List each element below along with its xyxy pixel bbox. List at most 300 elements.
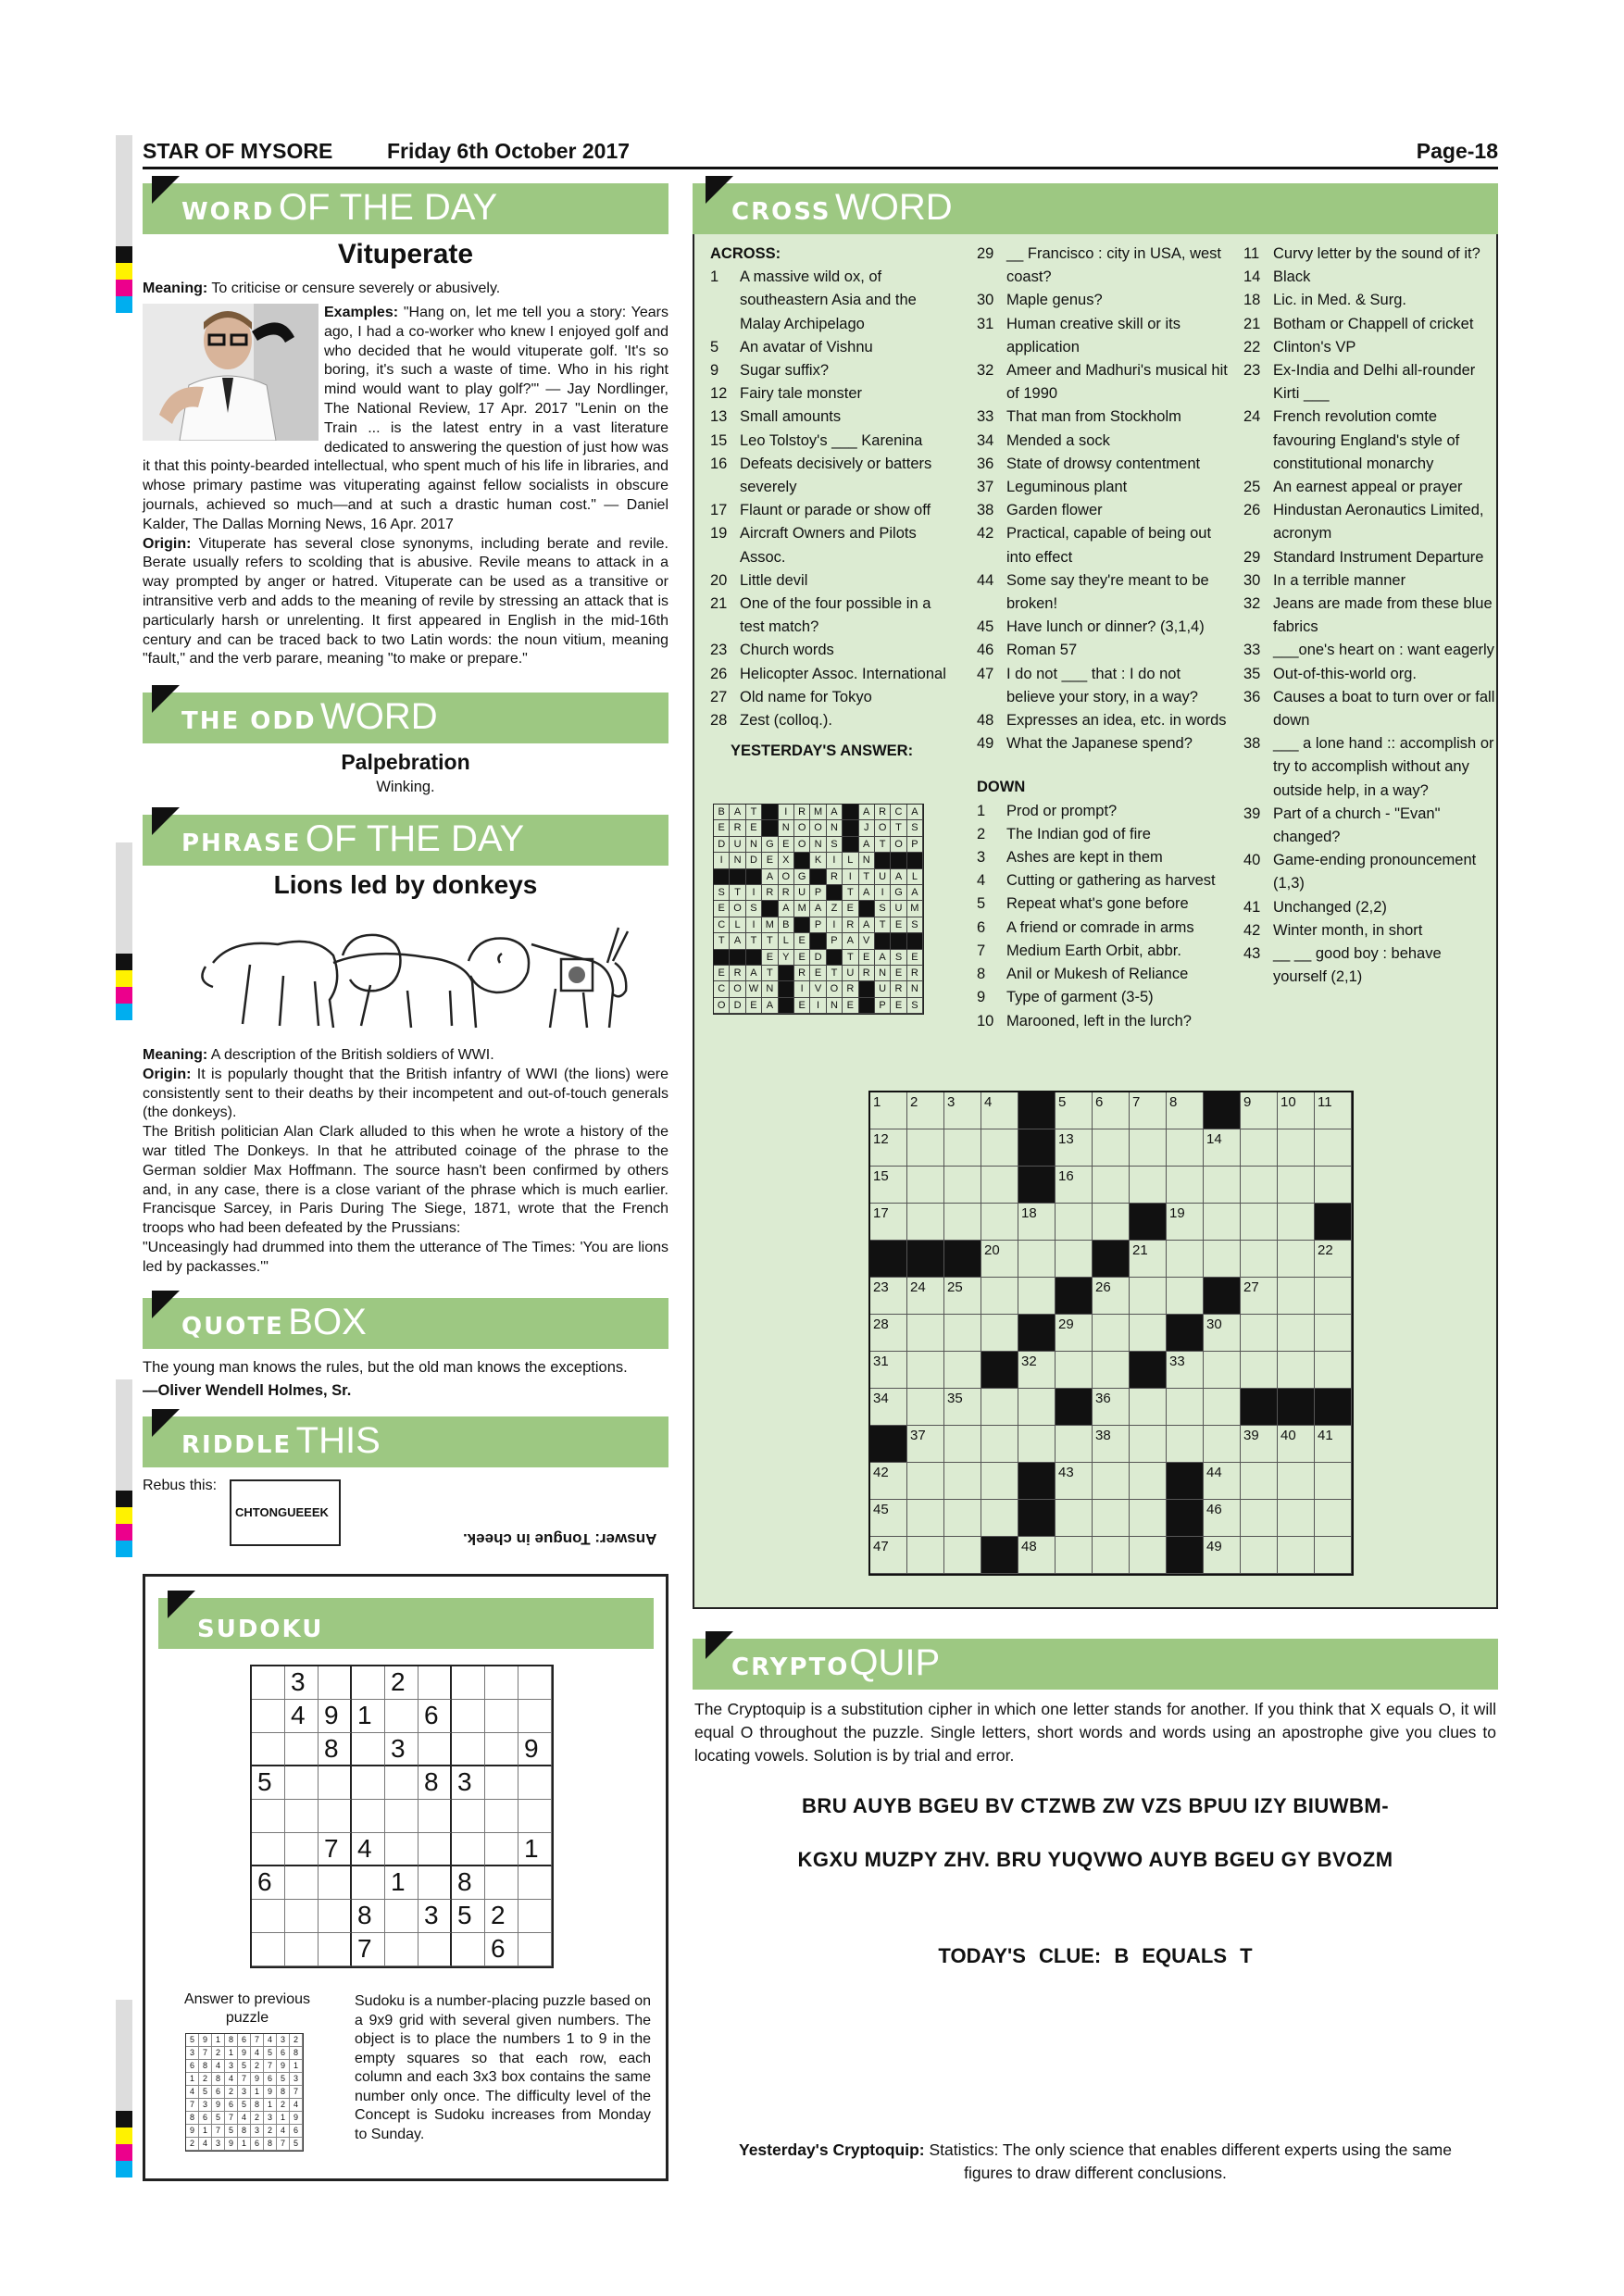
- crossword-cell[interactable]: [1315, 1167, 1352, 1204]
- crossword-cell[interactable]: [1018, 1537, 1056, 1574]
- sudoku-cell[interactable]: 9: [319, 1700, 352, 1733]
- sudoku-cell[interactable]: [518, 1700, 552, 1733]
- crossword-cell[interactable]: [1093, 1463, 1130, 1500]
- clue-text: Lic. in Med. & Surg.: [1273, 292, 1406, 309]
- crossword-cell[interactable]: [1093, 1278, 1130, 1315]
- clue-number: 42: [1243, 921, 1261, 939]
- crossword-cell[interactable]: [1056, 1204, 1093, 1241]
- crossword-cell[interactable]: [1204, 1426, 1241, 1463]
- crossword-cell[interactable]: [981, 1500, 1018, 1537]
- crossword-cell[interactable]: [870, 1537, 907, 1574]
- crossword-cell[interactable]: [1167, 1241, 1204, 1278]
- rebus-text: CHTONGUEEEK: [235, 1505, 329, 1519]
- crossword-cell[interactable]: [981, 1129, 1018, 1167]
- crossword-cell[interactable]: [1315, 1241, 1352, 1278]
- sudoku-cell[interactable]: [518, 1933, 552, 1966]
- crossword-cell[interactable]: [1167, 1426, 1204, 1463]
- crossword-cell[interactable]: [1093, 1204, 1130, 1241]
- crossword-cell[interactable]: [1056, 1426, 1093, 1463]
- clue-item: [1243, 499, 1495, 545]
- crossword-cell-number: 24: [910, 1279, 926, 1295]
- crossword-cell[interactable]: [907, 1426, 944, 1463]
- crossword-cell[interactable]: [1093, 1129, 1130, 1167]
- crossword-cell[interactable]: [981, 1278, 1018, 1315]
- crossword-cell[interactable]: [944, 1204, 981, 1241]
- crossword-cell[interactable]: [1315, 1278, 1352, 1315]
- sudoku-cell[interactable]: [252, 1800, 285, 1833]
- clue-number: 30: [1243, 571, 1261, 589]
- crossword-cell[interactable]: [1167, 1352, 1204, 1389]
- crossword-cell[interactable]: [1204, 1167, 1241, 1204]
- answer-letter: U: [843, 966, 858, 981]
- clue-text: Sugar suffix?: [740, 362, 830, 380]
- answer-letter: L: [779, 933, 794, 949]
- crossword-cell[interactable]: [1056, 1241, 1093, 1278]
- crossword-cell[interactable]: [981, 1463, 1018, 1500]
- crossword-cell[interactable]: [1278, 1278, 1315, 1315]
- crossword-block: [1167, 1500, 1204, 1537]
- sudoku-cell[interactable]: [485, 1700, 518, 1733]
- crossword-cell[interactable]: [1241, 1463, 1278, 1500]
- sudoku-cell[interactable]: [385, 1766, 418, 1800]
- answer-letter: E: [907, 950, 923, 966]
- clue-text: Maple genus?: [1006, 292, 1103, 309]
- crossword-bar: CROSS WORD: [693, 183, 1498, 234]
- crossword-cell[interactable]: [1278, 1500, 1315, 1537]
- sudoku-cell[interactable]: 2: [385, 1666, 418, 1700]
- crossword-cell[interactable]: [1278, 1426, 1315, 1463]
- sudoku-cell[interactable]: [518, 1900, 552, 1933]
- crossword-cell[interactable]: [907, 1167, 944, 1204]
- crossword-cell[interactable]: [1130, 1241, 1167, 1278]
- sudoku-cell[interactable]: [518, 1866, 552, 1900]
- answer-block: [875, 853, 891, 868]
- crossword-cell[interactable]: [1278, 1463, 1315, 1500]
- sudoku-cell[interactable]: 1: [518, 1833, 552, 1866]
- sudoku-cell[interactable]: [352, 1733, 385, 1766]
- clue-number: 26: [1243, 502, 1261, 519]
- crossword-cell[interactable]: [944, 1500, 981, 1537]
- crossword-cell[interactable]: [870, 1092, 907, 1129]
- answer-letter: A: [730, 805, 745, 820]
- sudoku-cell[interactable]: [285, 1833, 319, 1866]
- crossword-cell-number: 4: [984, 1094, 993, 1110]
- clue-item: [1243, 639, 1495, 662]
- crossword-cell-number: 40: [1280, 1428, 1296, 1443]
- crossword-cell[interactable]: [870, 1315, 907, 1352]
- sudoku-cell[interactable]: [418, 1833, 452, 1866]
- crossword-cell[interactable]: [944, 1537, 981, 1574]
- sudoku-cell[interactable]: 8: [352, 1900, 385, 1933]
- crossword-cell[interactable]: [944, 1389, 981, 1426]
- clue-text: Type of garment (3-5): [1006, 989, 1154, 1006]
- sudoku-cell[interactable]: 3: [385, 1733, 418, 1766]
- crossword-cell[interactable]: [907, 1352, 944, 1389]
- sudoku-cell[interactable]: 3: [418, 1900, 452, 1933]
- crossword-cell[interactable]: [1278, 1204, 1315, 1241]
- crossword-cell[interactable]: [1130, 1537, 1167, 1574]
- crossword-cell[interactable]: [1130, 1167, 1167, 1204]
- crossword-cell[interactable]: [1018, 1352, 1056, 1389]
- crossword-cell[interactable]: [1278, 1537, 1315, 1574]
- sudoku-cell[interactable]: 2: [485, 1900, 518, 1933]
- crossword-cell[interactable]: [1278, 1241, 1315, 1278]
- sudoku-cell[interactable]: [518, 1666, 552, 1700]
- sudoku-cell[interactable]: 5: [452, 1900, 485, 1933]
- answer-letter: Z: [827, 901, 843, 917]
- crossword-cell[interactable]: [870, 1352, 907, 1389]
- sudoku-answer-cell: 9: [199, 2034, 212, 2047]
- crossword-cell[interactable]: [1130, 1389, 1167, 1426]
- sudoku-cell[interactable]: 8: [452, 1866, 485, 1900]
- crossword-cell[interactable]: [870, 1389, 907, 1426]
- crossword-cell[interactable]: [944, 1463, 981, 1500]
- crossword-cell[interactable]: [981, 1204, 1018, 1241]
- sudoku-cell[interactable]: [385, 1700, 418, 1733]
- sudoku-answer-cell: 6: [251, 2138, 264, 2151]
- crossword-cell[interactable]: [870, 1500, 907, 1537]
- sudoku-cell[interactable]: [252, 1900, 285, 1933]
- sudoku-cell[interactable]: [319, 1933, 352, 1966]
- crossword-cell[interactable]: [1204, 1315, 1241, 1352]
- crossword-cell[interactable]: [981, 1167, 1018, 1204]
- crossword-cell[interactable]: [1241, 1241, 1278, 1278]
- crossword-cell[interactable]: [1130, 1278, 1167, 1315]
- crossword-cell[interactable]: [907, 1389, 944, 1426]
- sudoku-answer-cell: 7: [225, 2112, 238, 2125]
- sudoku-cell[interactable]: [319, 1866, 352, 1900]
- crossword-cell[interactable]: [1167, 1278, 1204, 1315]
- page-number: Page-18: [1416, 139, 1498, 163]
- crossword-cell[interactable]: [1056, 1167, 1093, 1204]
- crossword-cell[interactable]: [1130, 1500, 1167, 1537]
- sudoku-cell[interactable]: [485, 1866, 518, 1900]
- crossword-cell[interactable]: [1093, 1167, 1130, 1204]
- crossword-cell[interactable]: [1056, 1092, 1093, 1129]
- crossword-cell[interactable]: [1241, 1352, 1278, 1389]
- crossword-cell[interactable]: [907, 1537, 944, 1574]
- sudoku-cell[interactable]: [485, 1766, 518, 1800]
- answer-letter: A: [859, 885, 875, 901]
- sudoku-cell[interactable]: [452, 1666, 485, 1700]
- crossword-cell[interactable]: [1241, 1426, 1278, 1463]
- sudoku-cell[interactable]: [285, 1900, 319, 1933]
- sudoku-cell[interactable]: [252, 1833, 285, 1866]
- crossword-cell[interactable]: [1241, 1500, 1278, 1537]
- sudoku-cell[interactable]: 7: [352, 1933, 385, 1966]
- sudoku-cell[interactable]: [385, 1933, 418, 1966]
- clue-number: 3: [977, 849, 986, 867]
- sudoku-cell[interactable]: [518, 1800, 552, 1833]
- clue-text: Causes a boat to turn over or fall down: [1273, 688, 1495, 730]
- clue-item: [977, 663, 1229, 709]
- crossword-cell[interactable]: [1018, 1204, 1056, 1241]
- crossword-cell[interactable]: [1241, 1315, 1278, 1352]
- crossword-cell[interactable]: [870, 1204, 907, 1241]
- crossword-cell-number: 21: [1132, 1242, 1148, 1258]
- sudoku-cell[interactable]: [418, 1733, 452, 1766]
- crossword-cell[interactable]: [907, 1278, 944, 1315]
- sudoku-cell[interactable]: [452, 1700, 485, 1733]
- answer-block: [779, 966, 794, 981]
- riddle-intro: Rebus this:: [143, 1478, 218, 1493]
- clue-number: 18: [1243, 292, 1261, 309]
- crossword-cell[interactable]: [907, 1204, 944, 1241]
- crossword-cell[interactable]: [1093, 1426, 1130, 1463]
- crossword-cell[interactable]: [1093, 1537, 1130, 1574]
- sudoku-cell[interactable]: [385, 1800, 418, 1833]
- sudoku-cell[interactable]: 1: [352, 1700, 385, 1733]
- yesterday-answer-label: YESTERDAY'S ANSWER:: [731, 742, 914, 760]
- sudoku-cell[interactable]: [285, 1800, 319, 1833]
- crossword-cell[interactable]: [1315, 1315, 1352, 1352]
- sudoku-cell[interactable]: 6: [252, 1866, 285, 1900]
- clue-item: [977, 289, 1229, 312]
- sudoku-cell[interactable]: [485, 1666, 518, 1700]
- crossword-grid[interactable]: [868, 1091, 1354, 1576]
- sudoku-cell[interactable]: [285, 1766, 319, 1800]
- crossword-cell[interactable]: [981, 1389, 1018, 1426]
- crossword-cell[interactable]: [1241, 1092, 1278, 1129]
- sudoku-cell[interactable]: 7: [319, 1833, 352, 1866]
- answer-letter: U: [891, 901, 906, 917]
- crossword-cell[interactable]: [907, 1129, 944, 1167]
- crossword-cell[interactable]: [1018, 1426, 1056, 1463]
- crossword-cell[interactable]: [1315, 1129, 1352, 1167]
- crossword-cell[interactable]: [1241, 1278, 1278, 1315]
- sudoku-cell[interactable]: [285, 1933, 319, 1966]
- sudoku-answer-grid: [185, 2033, 304, 2152]
- sudoku-cell[interactable]: [485, 1833, 518, 1866]
- sudoku-cell[interactable]: 5: [252, 1766, 285, 1800]
- sudoku-cell[interactable]: [285, 1733, 319, 1766]
- answer-letter: E: [891, 917, 906, 933]
- crossword-cell[interactable]: [981, 1315, 1018, 1352]
- crossword-cell[interactable]: [1204, 1241, 1241, 1278]
- crossword-cell[interactable]: [907, 1092, 944, 1129]
- crossword-cell[interactable]: [1056, 1352, 1093, 1389]
- sudoku-cell[interactable]: [518, 1766, 552, 1800]
- sudoku-cell[interactable]: [252, 1933, 285, 1966]
- sudoku-cell[interactable]: [352, 1766, 385, 1800]
- crossword-cell[interactable]: [1315, 1352, 1352, 1389]
- clue-number: 15: [710, 431, 728, 449]
- crossword-cell[interactable]: [1204, 1463, 1241, 1500]
- crossword-cell[interactable]: [1241, 1537, 1278, 1574]
- crossword-cell[interactable]: [1093, 1315, 1130, 1352]
- sudoku-cell[interactable]: [352, 1800, 385, 1833]
- sudoku-cell[interactable]: 1: [385, 1866, 418, 1900]
- crossword-cell[interactable]: [1130, 1092, 1167, 1129]
- crossword-cell[interactable]: [1315, 1500, 1352, 1537]
- sudoku-cell[interactable]: [418, 1933, 452, 1966]
- crossword-cell[interactable]: [1204, 1389, 1241, 1426]
- crossword-cell[interactable]: [1167, 1204, 1204, 1241]
- crossword-cell[interactable]: [870, 1278, 907, 1315]
- sudoku-cell[interactable]: 4: [285, 1700, 319, 1733]
- crossword-cell[interactable]: [981, 1092, 1018, 1129]
- crossword-cell[interactable]: [870, 1167, 907, 1204]
- registration-strip: [116, 135, 132, 246]
- crossword-cell[interactable]: [1315, 1092, 1352, 1129]
- answer-letter: R: [794, 805, 810, 820]
- clue-text: Part of a church - "Evan" changed?: [1273, 805, 1441, 846]
- crossword-cell[interactable]: [944, 1315, 981, 1352]
- crossword-cell[interactable]: [1204, 1129, 1241, 1167]
- crossword-cell[interactable]: [907, 1463, 944, 1500]
- sudoku-cell[interactable]: [485, 1733, 518, 1766]
- crossword-cell[interactable]: [1018, 1241, 1056, 1278]
- sudoku-cell[interactable]: [385, 1900, 418, 1933]
- crossword-cell[interactable]: [1056, 1463, 1093, 1500]
- sudoku-grid[interactable]: [250, 1665, 554, 1968]
- clue-item: [977, 616, 1229, 639]
- crossword-cell[interactable]: [944, 1167, 981, 1204]
- clue-item: [710, 686, 946, 709]
- crossword-cell[interactable]: [1018, 1278, 1056, 1315]
- clue-item: [977, 406, 1229, 429]
- crossword-cell[interactable]: [1130, 1463, 1167, 1500]
- clue-number: 26: [710, 665, 728, 682]
- sudoku-cell[interactable]: [285, 1866, 319, 1900]
- crossword-cell[interactable]: [1315, 1537, 1352, 1574]
- crossword-cell[interactable]: [944, 1129, 981, 1167]
- crossword-cell[interactable]: [907, 1500, 944, 1537]
- sudoku-cell[interactable]: [319, 1800, 352, 1833]
- answer-block: [907, 853, 923, 868]
- crossword-cell[interactable]: [1241, 1129, 1278, 1167]
- sudoku-cell[interactable]: [319, 1666, 352, 1700]
- crossword-cell[interactable]: [981, 1241, 1018, 1278]
- answer-letter: O: [891, 837, 906, 853]
- clue-item: [977, 243, 1229, 289]
- sudoku-cell[interactable]: [319, 1766, 352, 1800]
- sudoku-cell[interactable]: [418, 1866, 452, 1900]
- crossword-cell[interactable]: [1130, 1315, 1167, 1352]
- clue-number: 21: [710, 595, 728, 613]
- flag-icon: [706, 1631, 733, 1659]
- crossword-cell[interactable]: [1204, 1500, 1241, 1537]
- crossword-cell[interactable]: [1278, 1129, 1315, 1167]
- crossword-cell[interactable]: [981, 1426, 1018, 1463]
- crossword-cell[interactable]: [1018, 1389, 1056, 1426]
- crossword-cell-number: 12: [873, 1131, 889, 1147]
- sudoku-cell[interactable]: [385, 1833, 418, 1866]
- answer-block: [762, 901, 778, 917]
- crossword-cell[interactable]: [1130, 1129, 1167, 1167]
- crossword-cell[interactable]: [1204, 1204, 1241, 1241]
- sudoku-answer-cell: 3: [212, 2138, 225, 2151]
- sudoku-cell[interactable]: [352, 1866, 385, 1900]
- crossword-cell[interactable]: [1278, 1167, 1315, 1204]
- sudoku-cell[interactable]: [252, 1666, 285, 1700]
- crossword-block: [1056, 1389, 1093, 1426]
- clue-text: ___ a lone hand :: accomplish or try to accomplish without any outside help, in a way?: [1273, 735, 1494, 799]
- crossword-cell[interactable]: [1167, 1129, 1204, 1167]
- crossword-cell[interactable]: [1278, 1352, 1315, 1389]
- crossword-cell[interactable]: [1056, 1500, 1093, 1537]
- crossword-cell[interactable]: [1315, 1426, 1352, 1463]
- crossword-cell[interactable]: [1167, 1167, 1204, 1204]
- crossword-block: [1018, 1463, 1056, 1500]
- crossword-cell[interactable]: [1241, 1204, 1278, 1241]
- crossword-cell[interactable]: [1278, 1092, 1315, 1129]
- sudoku-cell[interactable]: 9: [518, 1733, 552, 1766]
- sudoku-cell[interactable]: [452, 1733, 485, 1766]
- crossword-cell[interactable]: [870, 1463, 907, 1500]
- sudoku-cell[interactable]: 6: [418, 1700, 452, 1733]
- answer-letter: C: [714, 917, 730, 933]
- sudoku-cell[interactable]: 6: [485, 1933, 518, 1966]
- crossword-cell[interactable]: [1093, 1352, 1130, 1389]
- sudoku-cell[interactable]: 8: [418, 1766, 452, 1800]
- crossword-cell[interactable]: [1204, 1352, 1241, 1389]
- crossword-cell[interactable]: [1167, 1092, 1204, 1129]
- crossword-cell-number: 3: [947, 1094, 956, 1110]
- sudoku-answer-cell: 7: [186, 2099, 199, 2112]
- sudoku-cell[interactable]: [485, 1800, 518, 1833]
- crossword-cell[interactable]: [1093, 1092, 1130, 1129]
- clue-text: Jeans are made from these blue fabrics: [1273, 595, 1493, 636]
- sudoku-cell[interactable]: 8: [319, 1733, 352, 1766]
- cmyk-marks: [116, 954, 132, 1020]
- crossword-cell-number: 49: [1206, 1539, 1222, 1554]
- crossword-cell[interactable]: [870, 1129, 907, 1167]
- answer-block: [762, 820, 778, 836]
- crossword-cell[interactable]: [1278, 1315, 1315, 1352]
- answer-block: [714, 950, 730, 966]
- sudoku-answer-cell: 6: [199, 2112, 212, 2125]
- crossword-cell[interactable]: [1167, 1389, 1204, 1426]
- sudoku-cell[interactable]: 3: [452, 1766, 485, 1800]
- clue-item: [1243, 243, 1495, 266]
- crossword-cell[interactable]: [907, 1315, 944, 1352]
- clue-item: [977, 313, 1229, 359]
- answer-letter: O: [794, 820, 810, 836]
- sudoku-cell[interactable]: [319, 1900, 352, 1933]
- crossword-cell[interactable]: [944, 1278, 981, 1315]
- crossword-cell[interactable]: [944, 1352, 981, 1389]
- crossword-cell[interactable]: [1130, 1426, 1167, 1463]
- crossword-cell[interactable]: [1204, 1537, 1241, 1574]
- sudoku-cell[interactable]: 3: [285, 1666, 319, 1700]
- sudoku-cell[interactable]: [452, 1800, 485, 1833]
- yesterday-answer-grid: [713, 804, 924, 1015]
- sudoku-cell[interactable]: 4: [352, 1833, 385, 1866]
- clue-item: [977, 940, 1229, 963]
- crossword-cell[interactable]: [1093, 1500, 1130, 1537]
- crossword-cell[interactable]: [944, 1426, 981, 1463]
- crossword-cell[interactable]: [1056, 1315, 1093, 1352]
- sudoku-cell[interactable]: [252, 1733, 285, 1766]
- crossword-cell[interactable]: [1056, 1129, 1093, 1167]
- crossword-cell[interactable]: [944, 1092, 981, 1129]
- sudoku-cell[interactable]: [418, 1666, 452, 1700]
- sudoku-cell[interactable]: [252, 1700, 285, 1733]
- crossword-cell[interactable]: [1093, 1389, 1130, 1426]
- sudoku-cell[interactable]: [452, 1833, 485, 1866]
- cryptoquip-clue: TODAY'S CLUE: B EQUALS T: [938, 1944, 1253, 1967]
- answer-letter: G: [762, 837, 778, 853]
- crossword-cell[interactable]: [1315, 1463, 1352, 1500]
- sudoku-cell[interactable]: [352, 1666, 385, 1700]
- crossword-cell[interactable]: [1241, 1167, 1278, 1204]
- sudoku-cell[interactable]: [452, 1933, 485, 1966]
- clue-number: 46: [977, 642, 994, 659]
- clue-text: Standard Instrument Departure: [1273, 548, 1484, 566]
- sudoku-cell[interactable]: [418, 1800, 452, 1833]
- crossword-cell[interactable]: [1056, 1537, 1093, 1574]
